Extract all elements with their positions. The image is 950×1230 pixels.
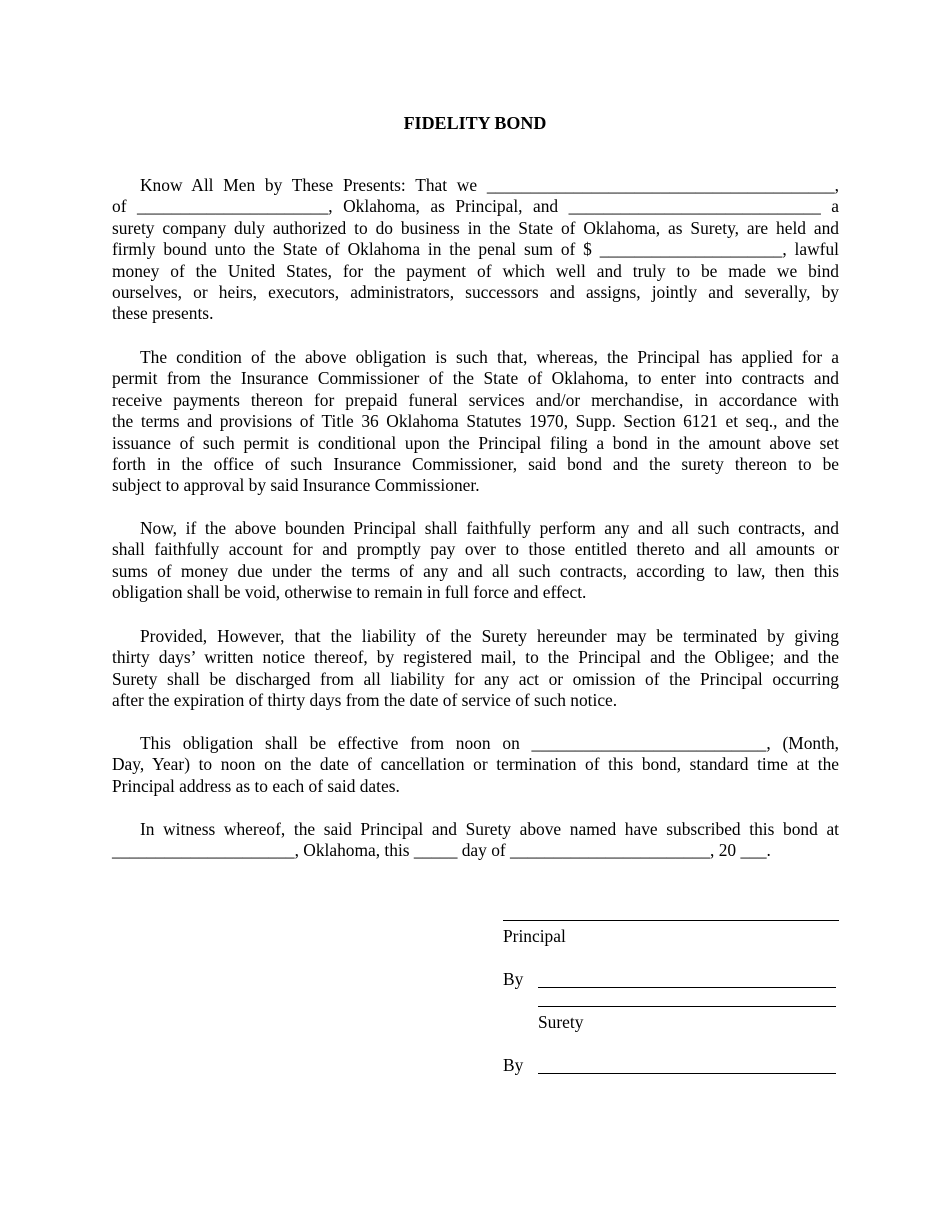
document-title: FIDELITY BOND bbox=[403, 113, 547, 133]
paragraph-line: firmly bound unto the State of Oklahoma in the penal sum of $ _____________________, lawful bbox=[112, 239, 839, 260]
paragraph-termination bbox=[112, 626, 839, 712]
paragraph-witness bbox=[112, 819, 839, 862]
paragraph-line: In witness whereof, the said Principal and Surety above named have subscribed this bond at bbox=[140, 819, 839, 839]
paragraph-line: Now, if the above bounden Principal shall faithfully perform any and all such contracts, and bbox=[140, 518, 839, 538]
principal-label: Principal bbox=[503, 926, 566, 946]
paragraph-line: surety company duly authorized to do business in the State of Oklahoma, as Surety, are held and bbox=[112, 217, 839, 238]
paragraph-line: Principal address as to each of said dates. bbox=[112, 775, 400, 796]
paragraph-effective-date bbox=[112, 733, 839, 797]
principal-by-label: By bbox=[503, 969, 524, 989]
paragraph-line: Know All Men by These Presents: That we ________________________________________, bbox=[140, 175, 839, 195]
paragraph-line: of ______________________, Oklahoma, as Principal, and _____________________________ a bbox=[112, 196, 839, 217]
principal-signature-line[interactable] bbox=[503, 920, 839, 921]
paragraph-line: the terms and provisions of Title 36 Oklahoma Statutes 1970, Supp. Section 6121 et seq., and the bbox=[112, 411, 839, 432]
surety-signature-line[interactable] bbox=[538, 1006, 836, 1007]
paragraph-line: these presents. bbox=[112, 303, 214, 324]
paragraph-line: Day, Year) to noon on the date of cancellation or termination of this bond, standard time at the bbox=[112, 754, 839, 775]
paragraph-line: receive payments thereon for prepaid funeral services and/or merchandise, in accordance with bbox=[112, 389, 839, 410]
paragraph-line: _____________________, Oklahoma, this _____ day of _______________________, 20 ___. bbox=[112, 840, 771, 861]
paragraph-line: The condition of the above obligation is such that, whereas, the Principal has applied for a bbox=[140, 347, 839, 367]
paragraph-line: This obligation shall be effective from noon on ___________________________, (Month, bbox=[140, 733, 839, 753]
paragraph-line: issuance of such permit is conditional upon the Principal filing a bond in the amount above set bbox=[112, 432, 839, 453]
paragraph-line: money of the United States, for the payment of which well and truly to be made we bind bbox=[112, 260, 839, 281]
paragraph-line: permit from the Insurance Commissioner of the State of Oklahoma, to enter into contracts and bbox=[112, 368, 839, 389]
paragraph-line: obligation shall be void, otherwise to remain in full force and effect. bbox=[112, 582, 587, 603]
paragraph-line: ourselves, or heirs, executors, administrators, successors and assigns, jointly and severally, by bbox=[112, 282, 839, 303]
surety-label: Surety bbox=[538, 1012, 584, 1032]
principal-by-signature-line[interactable] bbox=[538, 987, 836, 988]
paragraph-line: Surety shall be discharged from all liability for any act or omission of the Principal occurring bbox=[112, 668, 839, 689]
paragraph-line: shall faithfully account for and promptly pay over to those entitled thereto and all amounts or bbox=[112, 539, 839, 560]
paragraph-know-all-men bbox=[112, 175, 839, 325]
paragraph-condition bbox=[112, 347, 839, 497]
surety-by-label: By bbox=[503, 1055, 524, 1075]
paragraph-line: after the expiration of thirty days from the date of service of such notice. bbox=[112, 690, 618, 711]
paragraph-line: subject to approval by said Insurance Commissioner. bbox=[112, 475, 480, 496]
paragraph-line: thirty days’ written notice thereof, by registered mail, to the Principal and the Obligee; and the bbox=[112, 647, 839, 668]
paragraph-line: sums of money due under the terms of any and all such contracts, according to law, then this bbox=[112, 560, 839, 581]
surety-by-signature-line[interactable] bbox=[538, 1073, 836, 1074]
paragraph-line: Provided, However, that the liability of the Surety hereunder may be terminated by giving bbox=[140, 626, 839, 646]
paragraph-line: forth in the office of such Insurance Commissioner, said bond and the surety thereon to be bbox=[112, 454, 839, 475]
paragraph-faithful-performance bbox=[112, 518, 839, 604]
